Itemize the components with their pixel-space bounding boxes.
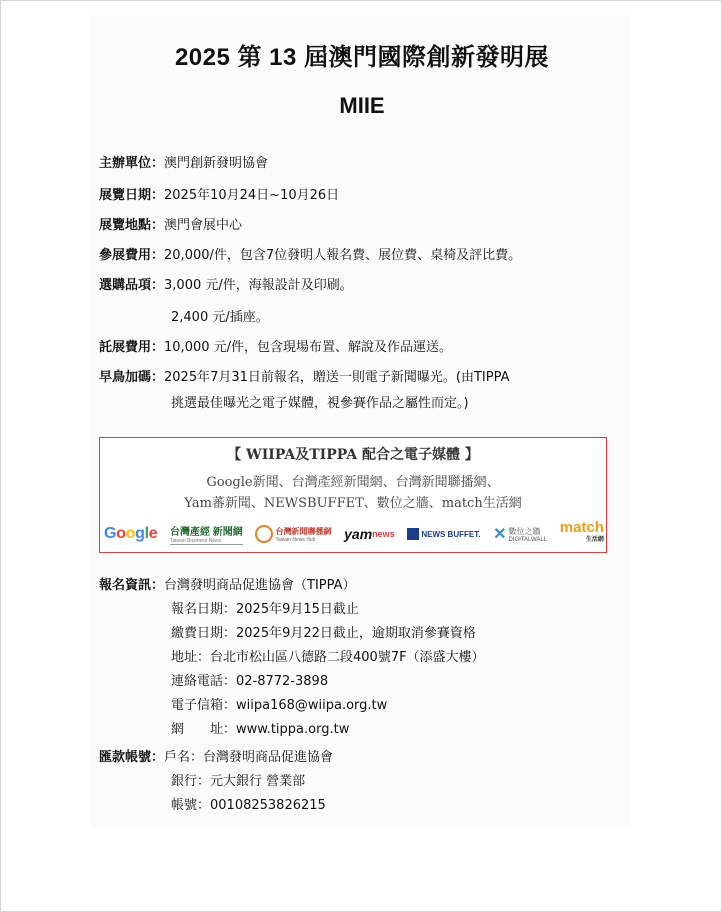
yam-text: yam (344, 526, 373, 542)
media-list-line-1: Google新聞、台灣產經新聞網、台灣新聞聯播網、 (206, 475, 500, 490)
venue-value: 澳門會展中心 (164, 218, 243, 233)
organizer-label: 主辦單位： (99, 156, 165, 171)
consign-label: 託展費用： (99, 340, 165, 355)
dates-label: 展覽日期： (99, 188, 165, 203)
bank-account-name: 戶名：台灣發明商品促進協會 (164, 750, 334, 765)
fee-row (99, 247, 521, 265)
media-partners-box (99, 437, 607, 553)
taiwan-business-news-logo (170, 523, 243, 545)
registration-email: 電子信箱：wiipa168@wiipa.org.tw (171, 698, 388, 713)
early-value-2: 挑選最佳曝光之電子媒體，視參賽作品之屬性而定。) (171, 396, 469, 411)
digital-wall-icon: ✕ (493, 526, 507, 543)
news-buffet-icon (407, 528, 419, 540)
taiwan-news-hub-icon (255, 525, 273, 543)
digital-wall-logo (493, 524, 547, 544)
match-logo (560, 521, 604, 547)
venue-row (99, 217, 242, 235)
dates-row (99, 187, 339, 205)
registration-row (99, 577, 356, 595)
organizer-value: 澳門創新發明協會 (164, 156, 269, 171)
bank-label: 匯款帳號： (99, 750, 165, 765)
taiwan-business-news-text: 台灣產經 新聞網 (170, 527, 243, 538)
news-buffet-text: NEWS BUFFET. (421, 529, 481, 539)
registration-address: 地址：台北市松山區八德路二段400號7F（添盛大樓） (171, 650, 485, 665)
bank-account-number: 帳號：00108253826215 (171, 798, 326, 813)
news-buffet-logo (407, 528, 480, 540)
match-text: match (559, 519, 604, 536)
venue-label: 展覽地點： (99, 218, 165, 233)
match-sub-text: 生活網 (585, 537, 604, 543)
early-label: 早鳥加碼： (99, 370, 165, 385)
taiwan-news-hub-en: Taiwan News Hub (275, 536, 316, 543)
page-subtitle: MIIE (339, 93, 385, 118)
bank-row (99, 749, 333, 767)
fee-value: 20,000/件，包含7位發明人報名費、展位費、桌椅及評比費。 (164, 248, 522, 263)
media-box-title: 【 WIIPA及TIPPA 配合之電子媒體 】 (227, 447, 479, 463)
fee-label: 參展費用： (99, 248, 165, 263)
bank-name: 銀行：元大銀行 營業部 (171, 774, 306, 789)
options-value-2: 2,400 元/插座。 (171, 310, 269, 325)
registration-website: 網 址：www.tippa.org.tw (171, 722, 350, 737)
registration-phone: 連絡電話：02-8772-3898 (171, 674, 329, 689)
taiwan-news-hub-logo (255, 525, 331, 543)
registration-payment: 繳費日期：2025年9月22日截止，逾期取消參賽資格 (171, 626, 476, 641)
yam-news-logo (344, 526, 395, 542)
media-logo-strip (104, 520, 604, 548)
early-value: 2025年7月31日前報名，贈送一則電子新聞曝光。(由TIPPA (164, 370, 510, 385)
consign-row (99, 339, 452, 357)
consign-value: 10,000 元/件，包含現場布置、解說及作品運送。 (164, 340, 453, 355)
early-row (99, 369, 510, 387)
options-value: 3,000 元/件，海報設計及印刷。 (164, 278, 353, 293)
registration-label: 報名資訊： (99, 578, 165, 593)
digital-wall-en: DIGITALWALL (508, 536, 548, 543)
registration-deadline: 報名日期：2025年9月15日截止 (171, 602, 359, 617)
media-list-line-2: Yam蕃新聞、NEWSBUFFET、數位之牆、match生活網 (184, 496, 522, 511)
taiwan-news-hub-text: 台灣新聞聯播網 (275, 526, 332, 536)
yam-news-text: news (372, 529, 395, 539)
organizer-row (99, 155, 268, 173)
google-logo: G o o g l e (104, 525, 158, 542)
registration-org: 台灣發明商品促進協會（TIPPA） (164, 578, 356, 593)
options-row (99, 277, 353, 295)
page-title: 2025 第 13 屆澳門國際創新發明展 (174, 44, 550, 71)
taiwan-business-news-en: Taiwan Business News (170, 538, 222, 544)
options-label: 選購品項： (99, 278, 165, 293)
digital-wall-text: 數位之牆 (508, 526, 541, 536)
dates-value: 2025年10月24日~10月26日 (164, 188, 340, 203)
